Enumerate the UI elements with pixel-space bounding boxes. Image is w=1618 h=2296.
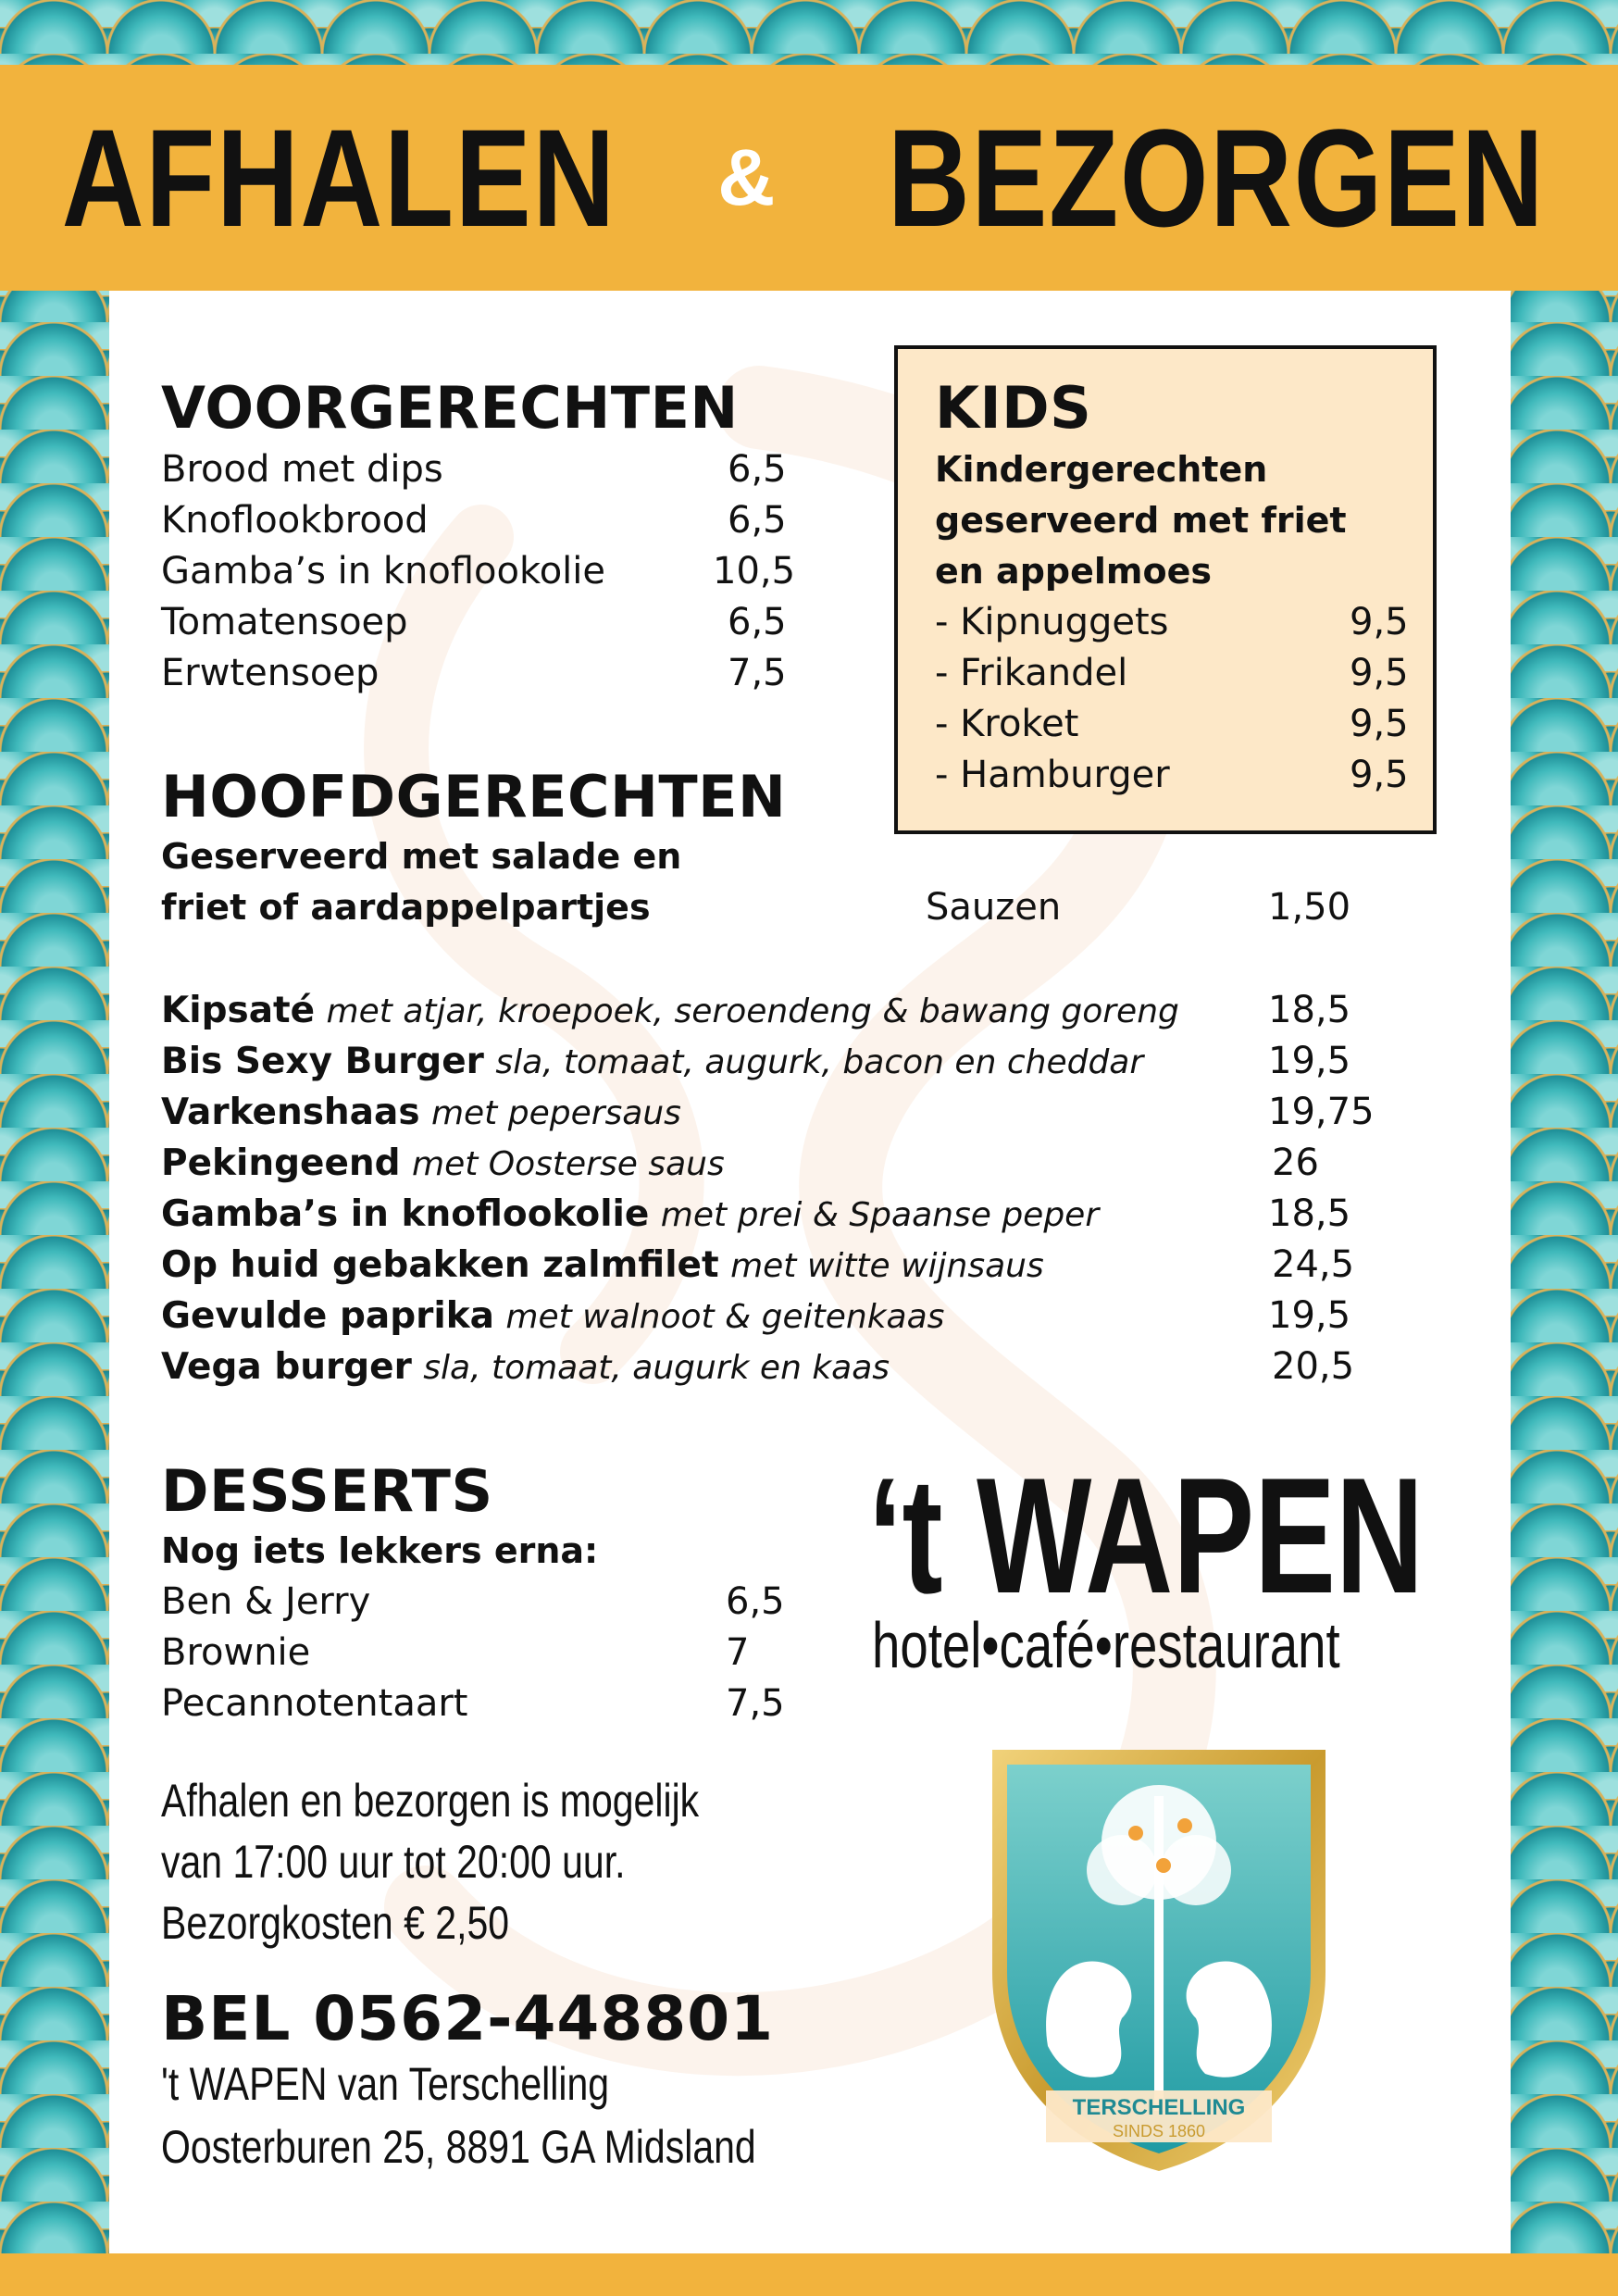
- main-dish-desc: sla, tomaat, augurk en kaas: [423, 1349, 890, 1387]
- banner-word-afhalen: AFHALEN: [61, 100, 616, 256]
- delivery-note-text: Afhalen en bezorgen is mogelijk: [161, 1775, 700, 1827]
- mains-subtitle-line: Geserveerd met salade en: [161, 836, 682, 877]
- main-dish-price: 19,5: [1268, 1040, 1351, 1082]
- starter-name: Gamba’s in knoflookolie: [161, 550, 605, 593]
- dessert-name: Ben & Jerry: [161, 1580, 371, 1623]
- kids-item-name: - Hamburger: [935, 754, 1170, 796]
- dessert-price: 6,5: [726, 1580, 785, 1623]
- header-banner: [0, 65, 1618, 291]
- delivery-note-line: [161, 1892, 586, 1953]
- sauzen-price: 1,50: [1268, 886, 1351, 929]
- main-dish-row: [161, 1036, 1143, 1088]
- main-dish-name: Bis Sexy Burger: [161, 1041, 484, 1082]
- main-dish-price: 26: [1272, 1142, 1319, 1184]
- banner-word-bezorgen: BEZORGEN: [888, 100, 1546, 256]
- main-dish-desc: met pepersaus: [430, 1094, 681, 1132]
- main-dish-name: Varkenshaas: [161, 1092, 420, 1133]
- brand-name: ‘t WAPEN: [868, 1443, 1425, 1628]
- kids-item-name: - Frikandel: [935, 652, 1128, 694]
- section-title-hoofdgerechten: HOOFDGERECHTEN: [161, 763, 787, 830]
- starter-price: 10,5: [713, 550, 796, 593]
- section-title-desserts: DESSERTS: [161, 1457, 493, 1525]
- main-dish-row: [161, 1138, 725, 1190]
- dessert-price: 7,5: [726, 1682, 785, 1725]
- bottom-strip: [0, 2253, 1618, 2296]
- desserts-subtitle: Nog iets lekkers erna:: [161, 1530, 599, 1571]
- contact-address-line: [161, 2116, 887, 2177]
- main-dish-row: [161, 1240, 1044, 1292]
- starter-price: 6,5: [728, 448, 787, 491]
- mains-subtitle-line: friet of aardappelpartjes: [161, 887, 651, 928]
- main-dish-name: Gamba’s in knoflookolie: [161, 1193, 650, 1235]
- delivery-note-text: Bezorgkosten € 2,50: [161, 1897, 510, 1949]
- main-dish-name: Pekingeend: [161, 1142, 401, 1184]
- main-dish-desc: sla, tomaat, augurk, bacon en cheddar: [495, 1043, 1144, 1081]
- dessert-name: Brownie: [161, 1631, 311, 1674]
- brand-tagline-wrap: [872, 1609, 1472, 1681]
- kids-subtitle-line: geserveerd met friet: [935, 500, 1347, 541]
- main-dish-row: [161, 1087, 681, 1139]
- brand-tagline: hotel•café•restaurant: [872, 1609, 1340, 1681]
- section-title-voorgerechten: VOORGERECHTEN: [161, 374, 739, 442]
- main-dish-desc: met atjar, kroepoek, seroendeng & bawang goreng: [326, 992, 1179, 1030]
- starter-price: 7,5: [728, 652, 787, 694]
- main-dish-desc: met Oosterse saus: [412, 1145, 725, 1183]
- kids-item-name: - Kipnuggets: [935, 601, 1169, 643]
- phone-number[interactable]: BEL 0562-448801: [161, 1983, 775, 2054]
- main-dish-desc: met witte wijnsaus: [730, 1247, 1044, 1285]
- starter-name: Brood met dips: [161, 448, 443, 491]
- main-dish-row: [161, 1341, 890, 1393]
- terschelling-crest-icon: [974, 1741, 1344, 2176]
- main-dish-name: Kipsaté: [161, 990, 316, 1031]
- starter-name: Erwtensoep: [161, 652, 380, 694]
- main-dish-row: [161, 1189, 1099, 1241]
- kids-item-price: 9,5: [1350, 703, 1409, 745]
- main-dish-name: Op huid gebakken zalmfilet: [161, 1244, 719, 1286]
- main-dish-price: 20,5: [1272, 1345, 1355, 1388]
- dessert-name: Pecannotentaart: [161, 1682, 468, 1725]
- kids-item-price: 9,5: [1350, 601, 1409, 643]
- main-dish-row: [161, 985, 1179, 1037]
- main-dish-row: [161, 1291, 944, 1342]
- kids-item-name: - Kroket: [935, 703, 1079, 745]
- starter-name: Knoflookbrood: [161, 499, 429, 542]
- starter-price: 6,5: [728, 499, 787, 542]
- main-dish-desc: met walnoot & geitenkaas: [505, 1298, 945, 1336]
- main-dish-name: Vega burger: [161, 1346, 412, 1388]
- kids-item-price: 9,5: [1350, 754, 1409, 796]
- starter-price: 6,5: [728, 601, 787, 643]
- delivery-note-line: [161, 1831, 728, 1892]
- main-dish-name: Gevulde paprika: [161, 1295, 494, 1337]
- dessert-price: 7: [726, 1631, 750, 1674]
- kids-subtitle-line: Kindergerechten: [935, 449, 1268, 490]
- banner-ampersand: &: [717, 132, 776, 222]
- crest-line2: SINDS 1860: [1112, 2122, 1206, 2140]
- sauzen-label: Sauzen: [926, 886, 1062, 929]
- delivery-note-line: [161, 1770, 817, 1831]
- main-dish-price: 18,5: [1268, 989, 1351, 1031]
- main-dish-price: 18,5: [1268, 1192, 1351, 1235]
- kids-subtitle-line: en appelmoes: [935, 551, 1212, 592]
- brand-logo-text: [868, 1443, 1618, 1628]
- delivery-note-text: van 17:00 uur tot 20:00 uur.: [161, 1836, 626, 1888]
- contact-name-line: [161, 2053, 707, 2115]
- main-dish-price: 19,5: [1268, 1294, 1351, 1337]
- crest-line1: TERSCHELLING: [1072, 2095, 1246, 2120]
- section-title-kids: KIDS: [935, 374, 1092, 442]
- main-dish-desc: met prei & Spaanse peper: [660, 1196, 1100, 1234]
- main-dish-price: 24,5: [1272, 1243, 1355, 1286]
- kids-item-price: 9,5: [1350, 652, 1409, 694]
- main-dish-price: 19,75: [1268, 1091, 1375, 1133]
- starter-name: Tomatensoep: [161, 601, 408, 643]
- contact-address: Oosterburen 25, 8891 GA Midsland: [161, 2121, 756, 2173]
- contact-name: 't WAPEN van Terschelling: [161, 2058, 610, 2110]
